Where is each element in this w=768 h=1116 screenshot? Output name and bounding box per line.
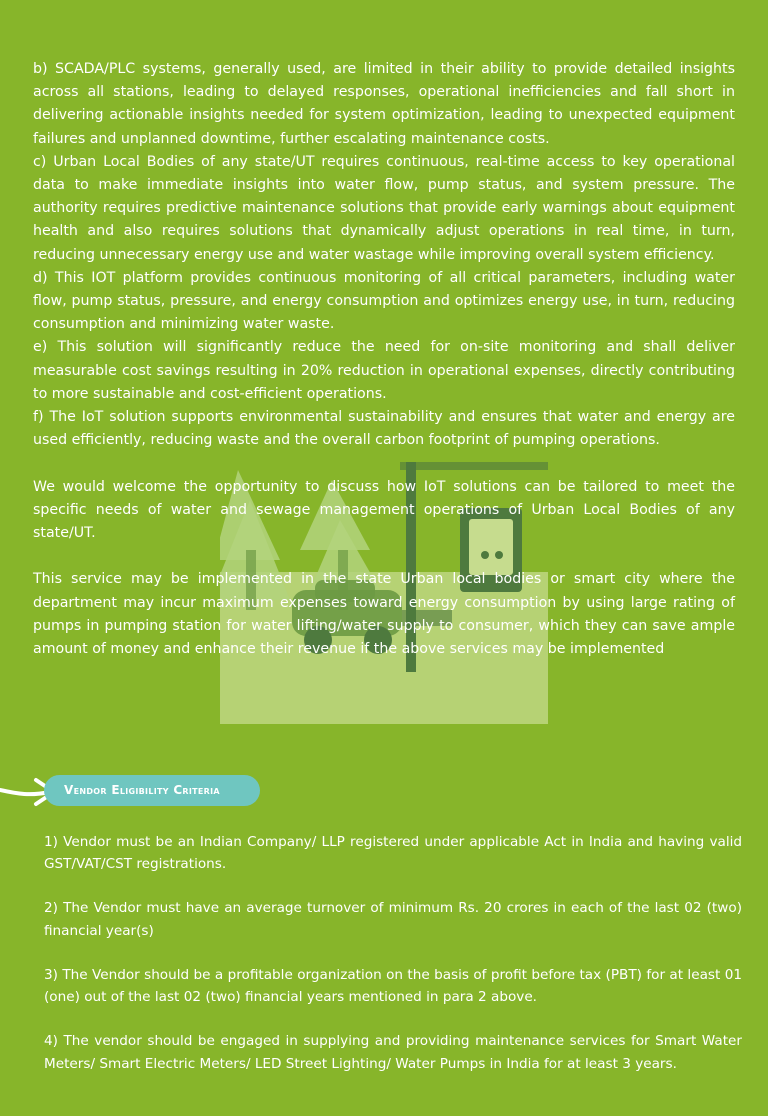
criteria-item: 2) The Vendor must have an average turnover of minimum Rs. 20 crores in each of the last 02 (two) financial year(s) [44,900,742,939]
criteria-item: 1) Vendor must be an Indian Company/ LLP registered under applicable Act in India and having valid GST/VAT/CST registrations. [44,834,742,873]
body-text-section [33,58,735,661]
paragraph-d: d) This IOT platform provides continuous monitoring of all critical parameters, including water flow, pump status, pressure, and energy consumption and optimizes energy use, in turn, reducing consumption and minimizing water waste. [33,269,735,333]
badge-label: Vendor Eligibility Criteria [64,783,220,797]
criteria-list [44,831,742,1097]
paragraph-e: e) This solution will significantly reduce the need for on-site monitoring and shall deliver measurable cost savings resulting in 20% reduction in operational expenses, directly contributing to more sustainable and cost-efficient operations. [33,339,735,402]
paragraph-f: f) The IoT solution supports environmental sustainability and ensures that water and energy are used efficiently, reducing waste and the overall carbon footprint of pumping operations. [33,409,735,449]
paragraph-c: c) Urban Local Bodies of any state/UT requires continuous, real-time access to key operational data to make immediate insights into water flow, pump status, and system pressure. The authority requires predictive maintenance solutions that provide early warnings about equipment health and also requires solutions that dynamically adjust operations in real time, in turn, reducing unnecessary energy use and water wastage while improving overall system efficiency. [33,153,735,263]
welcome-paragraph: We would welcome the opportunity to discuss how IoT solutions can be tailored to meet the specific needs of water and sewage management operations of Urban Local Bodies of any state/UT. [33,478,735,542]
vendor-eligibility-badge [44,775,260,806]
criteria-item: 3) The Vendor should be a profitable organization on the basis of profit before tax (PBT) for at least 01 (one) out of the last 02 (two) financial years mentioned in para 2 above. [44,966,742,1006]
service-paragraph: This service may be implemented in the state Urban local bodies or smart city where the department may incur maximum expenses toward energy consumption by using large rating of pumps in pumping station for water lifting/water supply to consumer, which they can save ample amount of money and enhance their revenue if the above services may be implemented [33,571,735,658]
paragraph-b: b) SCADA/PLC systems, generally used, are limited in their ability to provide detailed insights across all stations, leading to delayed responses, operational inefficiencies and fall short in delivering actionable insights needed for system optimization, leading to unexpected equipment failures and unplanned downtime, further escalating maintenance costs. [33,61,735,147]
criteria-item: 4) The vendor should be engaged in supplying and providing maintenance services for Smart Water Meters/ Smart Electric Meters/ LED Street Lighting/ Water Pumps in India for at least 3 years. [44,1033,742,1072]
